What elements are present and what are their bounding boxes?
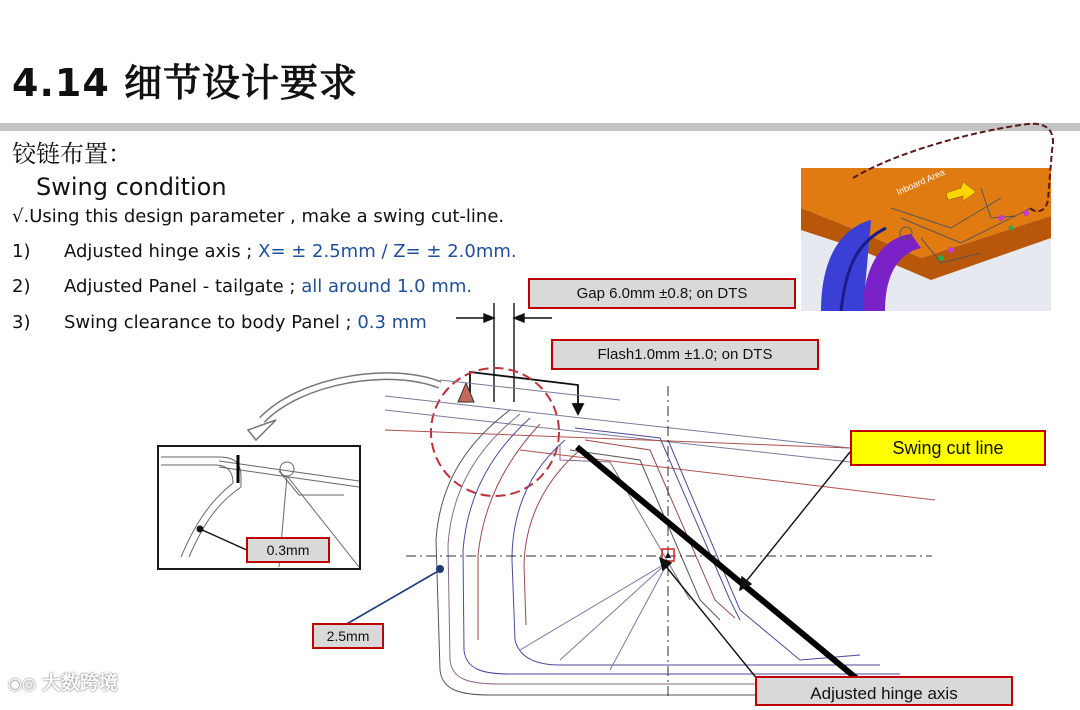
list-item-text: Adjusted hinge axis ; [64, 241, 259, 262]
inboard-area-label: Inboard Area [895, 167, 947, 198]
watermark-logo-icon: ◉◎ [8, 674, 36, 693]
swing-cut-line [577, 447, 885, 702]
list-item-value: 0.3 mm [357, 312, 427, 333]
gap-callout: Gap 6.0mm ±0.8; on DTS [528, 278, 796, 309]
axis-offset-point [436, 565, 444, 573]
clearance-callout: 0.3mm [246, 537, 330, 563]
swing-cut-leader [740, 452, 850, 590]
list-item-value: X= ± 2.5mm / Z= ± 2.0mm. [258, 241, 517, 262]
section-heading: Swing condition [36, 173, 227, 201]
axis-offset-leader [345, 570, 440, 625]
watermark-text: 大数跨境 [41, 672, 118, 694]
hinge-axis-label: Adjusted hinge axis [755, 676, 1013, 706]
hinge-axis-leader [660, 558, 758, 680]
intro-text: √.Using this design parameter , make a swing cut-line. [12, 206, 505, 227]
list-item-number: 2) [12, 276, 31, 297]
swing-cut-line-label: Swing cut line [850, 430, 1046, 466]
flash-callout: Flash1.0mm ±1.0; on DTS [551, 339, 819, 370]
list-item-number: 1) [12, 241, 31, 262]
triangle-marker [458, 383, 474, 402]
watermark [8, 668, 118, 695]
inboard-area-outline [853, 124, 1053, 212]
list-item-value: all around 1.0 mm. [301, 276, 473, 297]
section-subtitle: 铰链布置： [12, 140, 132, 168]
slide-title: 4.14 细节设计要求 [12, 61, 358, 105]
list-item-text: Swing clearance to body Panel ; [64, 312, 358, 333]
detail-circle [431, 368, 559, 496]
axis-offset-callout: 2.5mm [312, 623, 384, 649]
list-item-number: 3) [12, 312, 31, 333]
list-item-text: Adjusted Panel - tailgate ; [64, 276, 302, 297]
